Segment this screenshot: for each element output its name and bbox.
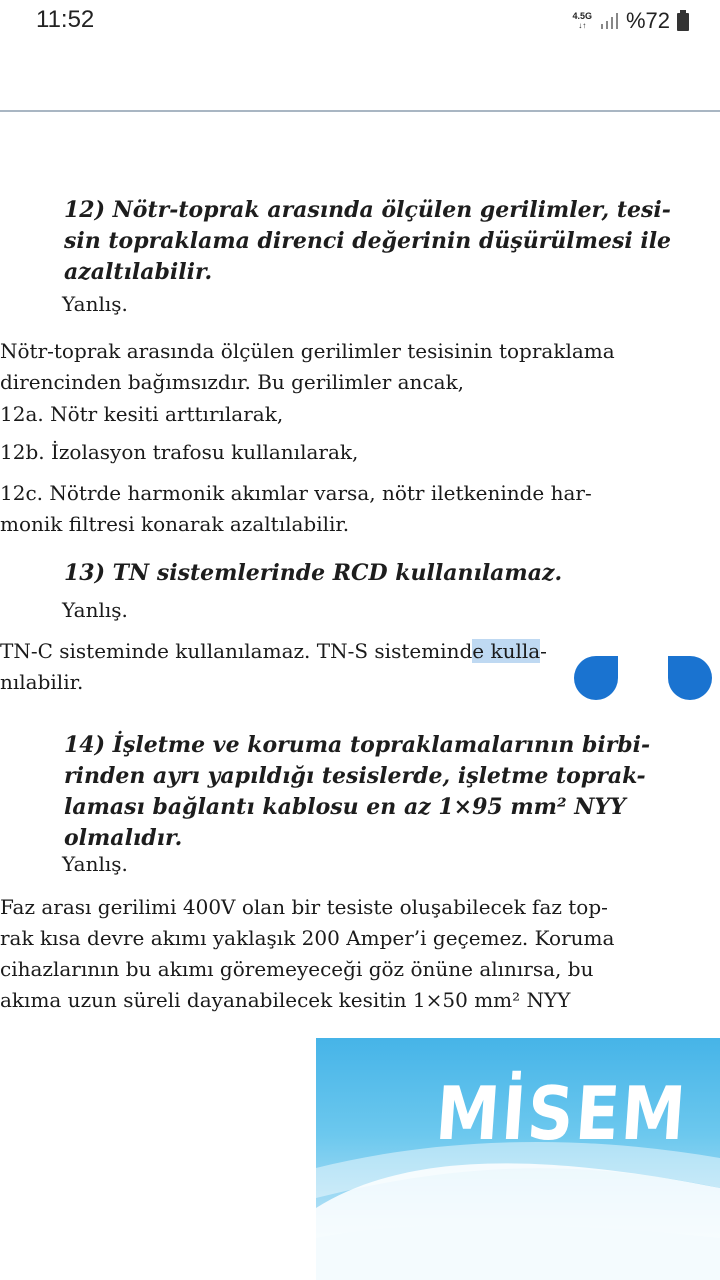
paragraph-12 (0, 336, 704, 398)
question-14-line: 14) İşletme ve koruma topraklamalarının birbi- (64, 732, 651, 758)
paragraph-line: rak kısa devre akımı yaklaşık 200 Amper’i geçemez. Koruma (0, 926, 615, 950)
question-12-line: 12) Nötr-toprak arasında ölçülen gerilimler, tesi- (64, 197, 671, 223)
answer-13: Yanlış. (62, 598, 128, 622)
status-time: 11:52 (36, 6, 95, 33)
selected-text[interactable]: e kulla (472, 639, 541, 663)
paragraph-line: cihazlarının bu akımı göremeyeceği göz önüne alınırsa, bu (0, 957, 594, 981)
logo-text: MİSEM (433, 1072, 690, 1158)
question-12-line: sin topraklama direnci değerinin düşürülmesi ile (64, 228, 672, 254)
list-item-12a: 12a. Nötr kesiti arttırılarak, (0, 402, 284, 426)
question-14-line: olmalıdır. (64, 825, 183, 851)
misem-logo-image (316, 1038, 720, 1280)
signal-bars-icon (600, 12, 620, 30)
selection-end-handle[interactable] (668, 656, 712, 700)
status-bar (0, 0, 720, 44)
network-type-icon: 4.5G ↓↑ (572, 11, 592, 30)
question-14-line: rinden ayrı yapıldığı tesislerde, işletme toprak- (64, 763, 646, 789)
question-13: 13) TN sistemlerinde RCD kullanılamaz. (64, 560, 563, 586)
text-segment: - (540, 639, 547, 663)
battery-icon (676, 10, 690, 32)
question-14 (64, 730, 689, 854)
answer-14: Yanlış. (62, 852, 128, 876)
question-12-line: azaltılabilir. (64, 259, 213, 285)
paragraph-line: direncinden bağımsızdır. Bu gerilimler ancak, (0, 370, 465, 394)
question-12 (64, 195, 689, 288)
paragraph-line: nılabilir. (0, 670, 84, 694)
question-14-line: laması bağlantı kablosu en az 1×95 mm² NYY (64, 794, 626, 820)
list-item-12c (0, 478, 704, 540)
paragraph-14 (0, 892, 704, 1016)
text-segment: TN-C sisteminde kullanılamaz. TN-S sistemind (0, 639, 473, 663)
battery-percent: %72 (625, 8, 670, 33)
list-item-12b: 12b. İzolasyon trafosu kullanılarak, (0, 440, 359, 464)
paragraph-line: Nötr-toprak arasında ölçülen gerilimler tesisinin topraklama (0, 339, 615, 363)
paragraph-line: 12c. Nötrde harmonik akımlar varsa, nötr iletkeninde har- (0, 481, 592, 505)
paragraph-line: monik filtresi konarak azaltılabilir. (0, 512, 350, 536)
paragraph-line: Faz arası gerilimi 400V olan bir tesiste oluşabilecek faz top- (0, 895, 608, 919)
selection-start-handle[interactable] (574, 656, 618, 700)
header-divider (0, 110, 720, 112)
network-type-label: 4.5G (572, 11, 592, 21)
paragraph-line: akıma uzun süreli dayanabilecek kesitin 1×50 mm² NYY (0, 988, 571, 1012)
answer-12: Yanlış. (62, 292, 128, 316)
status-icons (572, 8, 690, 34)
